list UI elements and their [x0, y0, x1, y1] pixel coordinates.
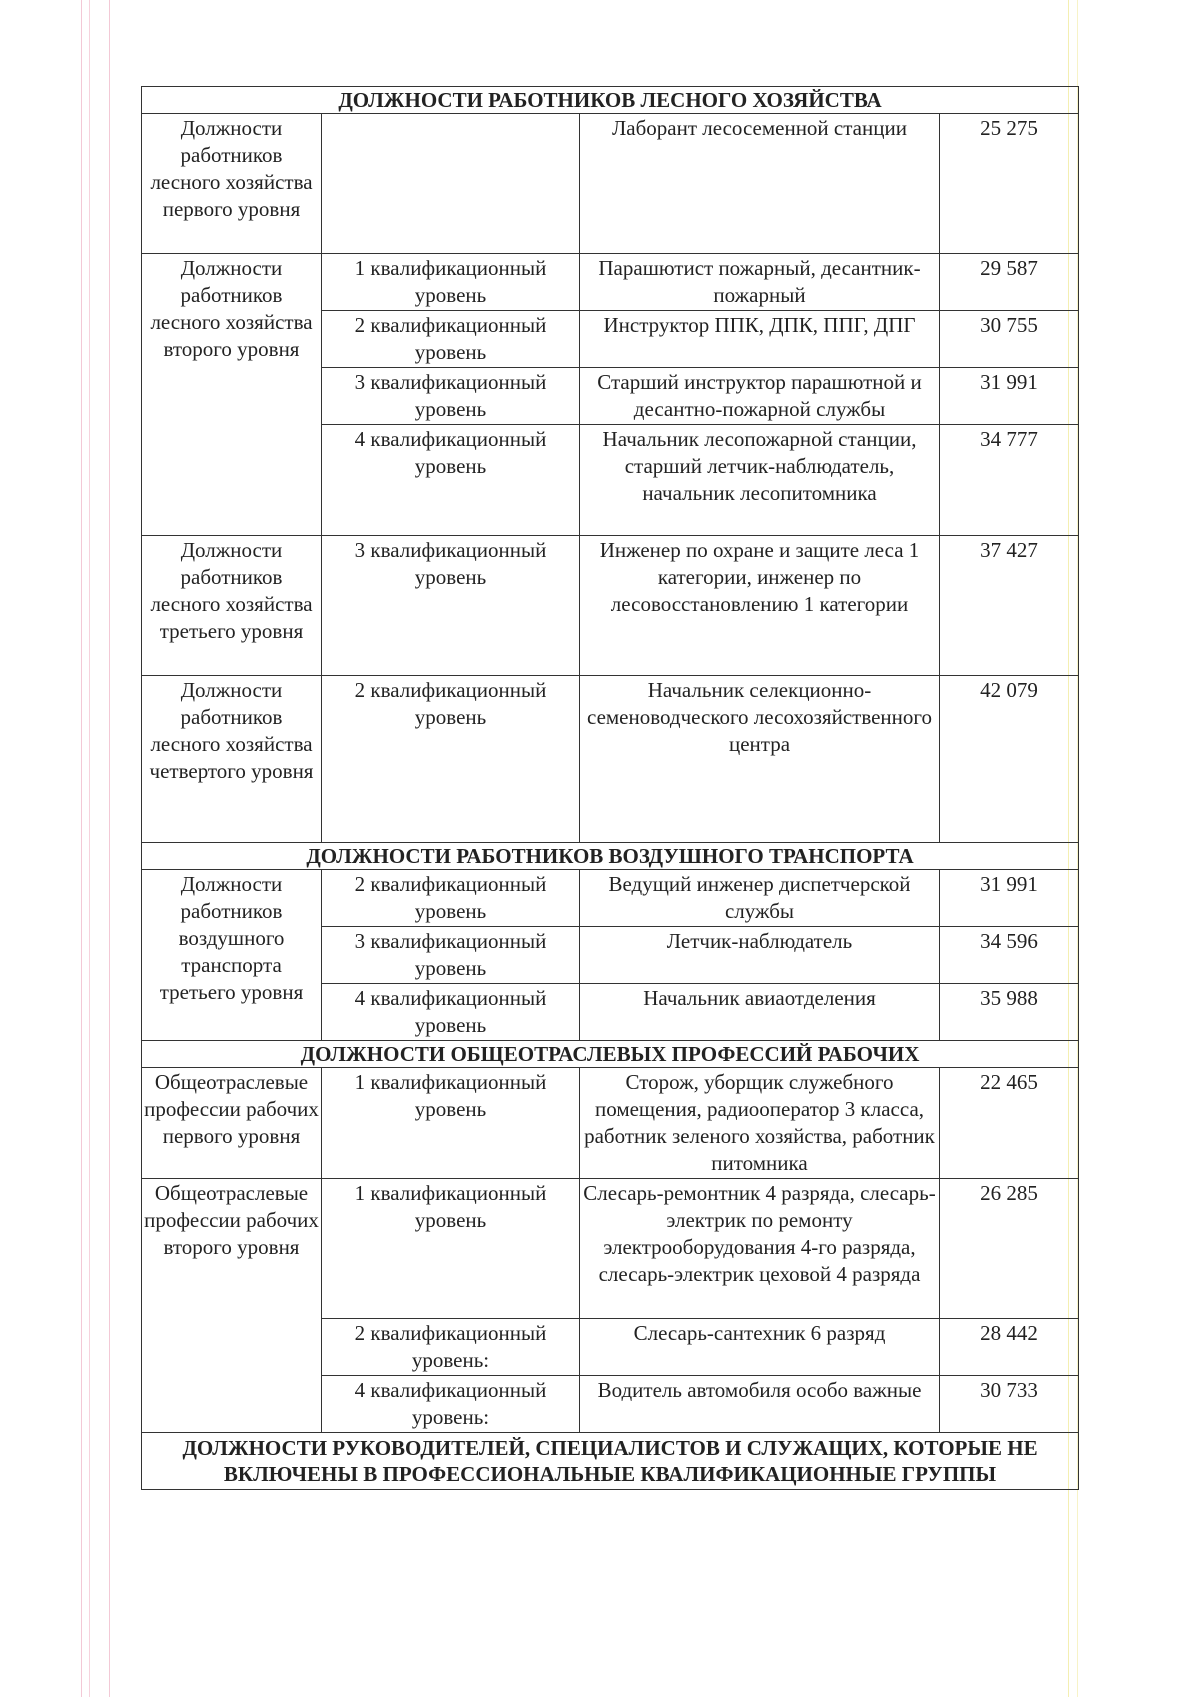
group-name: Общеотраслевые профессии рабочих второго уровня [142, 1179, 322, 1433]
qualification-level: 1 квалификационный уровень [322, 254, 580, 311]
section-title: ДОЛЖНОСТИ ОБЩЕОТРАСЛЕВЫХ ПРОФЕССИЙ РАБОЧИХ [142, 1041, 1079, 1068]
position-name: Начальник селекционно-семеноводческого лесохозяйственного центра [580, 676, 940, 843]
salary-value: 22 465 [940, 1068, 1079, 1179]
qualification-level: 3 квалификационный уровень [322, 536, 580, 676]
group-name: Должности работников лесного хозяйства второго уровня [142, 254, 322, 536]
section-header-row [142, 1041, 1079, 1068]
table-row [142, 676, 1079, 843]
position-name: Летчик-наблюдатель [580, 927, 940, 984]
position-name: Начальник авиаотделения [580, 984, 940, 1041]
qualification-level: 1 квалификационный уровень [322, 1068, 580, 1179]
group-name: Общеотраслевые профессии рабочих первого уровня [142, 1068, 322, 1179]
salary-value: 34 777 [940, 425, 1079, 536]
qualification-level: 3 квалификационный уровень [322, 927, 580, 984]
group-name: Должности работников лесного хозяйства четвертого уровня [142, 676, 322, 843]
salary-value: 42 079 [940, 676, 1079, 843]
position-name: Сторож, уборщик служебного помещения, радиооператор 3 класса, работник зеленого хозяйства, работник питомника [580, 1068, 940, 1179]
table-row [142, 1179, 1079, 1319]
salary-value: 31 991 [940, 368, 1079, 425]
position-name: Начальник лесопожарной станции, старший летчик-наблюдатель, начальник лесопитомника [580, 425, 940, 536]
qualification-level: 2 квалификационный уровень [322, 870, 580, 927]
section-title: ДОЛЖНОСТИ РАБОТНИКОВ ВОЗДУШНОГО ТРАНСПОРТА [142, 843, 1079, 870]
scan-artifact-line [89, 0, 90, 1697]
section-title: ДОЛЖНОСТИ РАБОТНИКОВ ЛЕСНОГО ХОЗЯЙСТВА [142, 87, 1079, 114]
section-header-row [142, 843, 1079, 870]
salary-value: 29 587 [940, 254, 1079, 311]
position-name: Водитель автомобиля особо важные [580, 1376, 940, 1433]
salary-value: 37 427 [940, 536, 1079, 676]
salary-value: 35 988 [940, 984, 1079, 1041]
salary-value: 30 733 [940, 1376, 1079, 1433]
position-name: Слесарь-ремонтник 4 разряда, слесарь-электрик по ремонту электрооборудования 4-го разряда, слесарь-электрик цеховой 4 разряда [580, 1179, 940, 1319]
position-name: Слесарь-сантехник 6 разряд [580, 1319, 940, 1376]
qualification-level: 4 квалификационный уровень [322, 425, 580, 536]
table-row [142, 254, 1079, 311]
table-row [142, 536, 1079, 676]
qualification-level: 2 квалификационный уровень [322, 311, 580, 368]
qualification-level: 2 квалификационный уровень: [322, 1319, 580, 1376]
position-name: Парашютист пожарный, десантник-пожарный [580, 254, 940, 311]
salary-value: 25 275 [940, 114, 1079, 254]
qualification-level: 4 квалификационный уровень: [322, 1376, 580, 1433]
section-title: ДОЛЖНОСТИ РУКОВОДИТЕЛЕЙ, СПЕЦИАЛИСТОВ И СЛУЖАЩИХ, КОТОРЫЕ НЕ ВКЛЮЧЕНЫ В ПРОФЕССИОНАЛЬНЫЕ КВАЛИФИКАЦИОННЫЕ ГРУППЫ [142, 1433, 1079, 1490]
group-name: Должности работников лесного хозяйства третьего уровня [142, 536, 322, 676]
position-name: Ведущий инженер диспетчерской службы [580, 870, 940, 927]
table-row [142, 870, 1079, 927]
group-name: Должности работников воздушного транспорта третьего уровня [142, 870, 322, 1041]
section-header-row [142, 87, 1079, 114]
salary-value: 31 991 [940, 870, 1079, 927]
salary-value: 30 755 [940, 311, 1079, 368]
group-name: Должности работников лесного хозяйства первого уровня [142, 114, 322, 254]
salary-value: 26 285 [940, 1179, 1079, 1319]
salary-value: 28 442 [940, 1319, 1079, 1376]
position-name: Лаборант лесосеменной станции [580, 114, 940, 254]
scan-artifact-line [109, 0, 110, 1697]
qualification-level: 3 квалификационный уровень [322, 368, 580, 425]
qualification-level: 1 квалификационный уровень [322, 1179, 580, 1319]
position-name: Инструктор ППК, ДПК, ППГ, ДПГ [580, 311, 940, 368]
qualification-level [322, 114, 580, 254]
qualification-level: 4 квалификационный уровень [322, 984, 580, 1041]
table-row [142, 114, 1079, 254]
scan-artifact-line [81, 0, 82, 1697]
position-name: Инженер по охране и защите леса 1 категории, инженер по лесовосстановлению 1 категории [580, 536, 940, 676]
table-row [142, 1068, 1079, 1179]
section-header-row [142, 1433, 1079, 1490]
qualification-level: 2 квалификационный уровень [322, 676, 580, 843]
position-name: Старший инструктор парашютной и десантно-пожарной службы [580, 368, 940, 425]
salary-table [141, 86, 1079, 1490]
salary-value: 34 596 [940, 927, 1079, 984]
